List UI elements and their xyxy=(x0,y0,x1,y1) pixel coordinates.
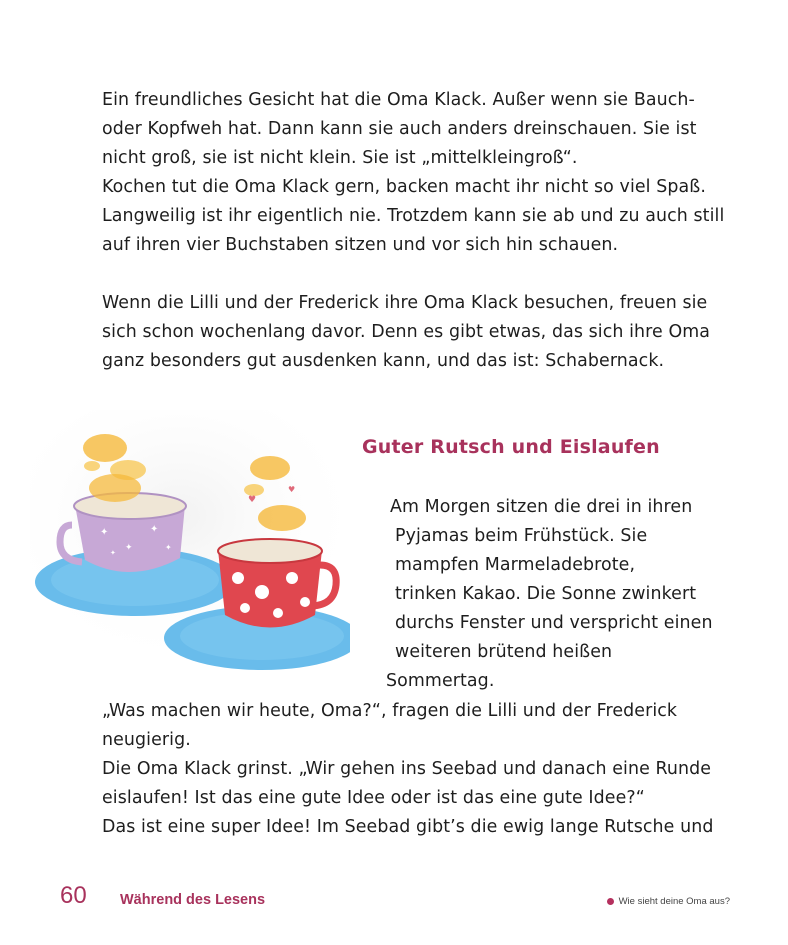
body-text-line: mampfen Marmeladebrote, xyxy=(395,555,636,575)
svg-text:♥: ♥ xyxy=(288,485,296,494)
body-text-line: „Was machen wir heute, Oma?“, fragen die Lilli und der Frederick xyxy=(102,701,678,721)
svg-text:✦: ✦ xyxy=(110,549,116,557)
svg-text:♥: ♥ xyxy=(248,495,257,505)
body-text-line: auf ihren vier Buchstaben sitzen und vor sich hin schauen. xyxy=(102,235,619,255)
svg-text:✦: ✦ xyxy=(125,543,133,553)
body-text-line: eislaufen! Ist das eine gute Idee oder ist das eine gute Idee?“ xyxy=(102,788,645,808)
body-text-line: Das ist eine super Idee! Im Seebad gibt’s die ewig lange Rutsche und xyxy=(102,817,714,837)
section-title: Während des Lesens xyxy=(120,892,266,908)
chapter-heading: Guter Rutsch und Eislaufen xyxy=(362,436,660,458)
body-text-line: Ein freundliches Gesicht hat die Oma Klack. Außer wenn sie Bauch- xyxy=(102,90,695,110)
body-text-line: Sommertag. xyxy=(386,671,495,691)
body-text-line: Die Oma Klack grinst. „Wir gehen ins Seebad und danach eine Runde xyxy=(102,759,712,779)
reading-question xyxy=(607,896,730,907)
body-text-line: nicht groß, sie ist nicht klein. Sie ist „mittelkleingroß“. xyxy=(102,148,578,168)
svg-text:✦: ✦ xyxy=(100,527,109,538)
body-text-line: Pyjamas beim Frühstück. Sie xyxy=(395,526,648,546)
body-text-line: neugierig. xyxy=(102,730,191,750)
reading-question-text: Wie sieht deine Oma aus? xyxy=(618,896,730,907)
body-text-line: weiteren brütend heißen xyxy=(395,642,613,662)
body-text-line: sich schon wochenlang davor. Denn es gibt etwas, das sich ihre Oma xyxy=(102,322,711,342)
cocoa-cups-illustration xyxy=(30,410,350,680)
svg-text:✦: ✦ xyxy=(165,543,172,552)
body-text-line: Langweilig ist ihr eigentlich nie. Trotzdem kann sie ab und zu auch still xyxy=(102,206,725,226)
body-text-line: Am Morgen sitzen die drei in ihren xyxy=(390,497,693,517)
page-number: 60 xyxy=(60,882,87,909)
svg-text:✦: ✦ xyxy=(150,524,159,535)
body-text-line: Wenn die Lilli und der Frederick ihre Oma Klack besuchen, freuen sie xyxy=(102,293,708,313)
body-text-line: oder Kopfweh hat. Dann kann sie auch anders dreinschauen. Sie ist xyxy=(102,119,697,139)
body-text-line: ganz besonders gut ausdenken kann, und das ist: Schabernack. xyxy=(102,351,665,371)
body-text-line: trinken Kakao. Die Sonne zwinkert xyxy=(395,584,697,604)
body-text-line: durchs Fenster und verspricht einen xyxy=(395,613,713,633)
body-text-line: Kochen tut die Oma Klack gern, backen macht ihr nicht so viel Spaß. xyxy=(102,177,706,197)
bullet-dot-icon xyxy=(607,898,614,905)
